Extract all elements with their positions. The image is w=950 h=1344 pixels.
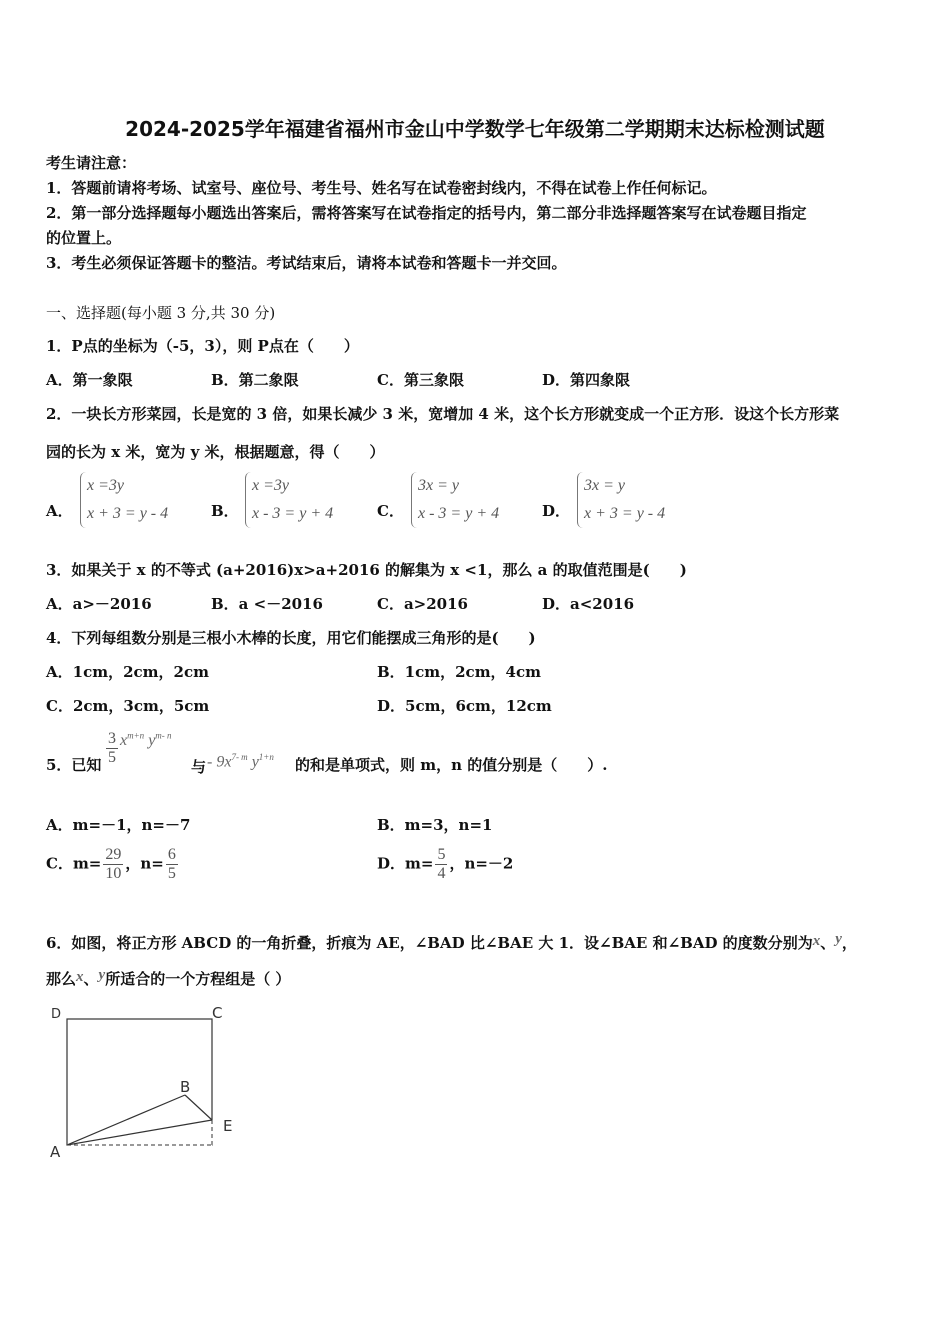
notice-item-3: 3．考生必须保证答题卡的整洁。考试结束后，请将本试卷和答题卡一并交回。	[46, 254, 567, 272]
comma: ，	[841, 934, 857, 952]
var: y	[251, 753, 259, 771]
label-e: E	[223, 1117, 233, 1135]
option-c-prefix: C．m=	[46, 854, 102, 873]
q5-option-c	[46, 846, 180, 883]
q1-option-b: B．第二象限	[211, 371, 299, 389]
q5-option-d	[377, 846, 513, 883]
notice-item-1: 1．答题前请将考场、试室号、座位号、考生号、姓名写在试卷密封线内，不得在试卷上作任何标记。	[46, 179, 717, 197]
label-c: C	[212, 1004, 223, 1022]
denominator: 5	[108, 749, 116, 766]
fraction	[435, 846, 447, 883]
q6-stem-line1	[46, 932, 857, 953]
fraction	[166, 846, 178, 883]
q2-option-c-label: C．	[377, 502, 404, 520]
equation: x + 3 = y - 4	[87, 505, 169, 522]
q2-option-a-label: A．	[46, 502, 73, 520]
q2-option-d-system	[577, 472, 665, 528]
q4-stem: 4．下列每组数分别是三根小木棒的长度，用它们能摆成三角形的是( )	[46, 629, 536, 647]
q5-option-b: B．m=3，n=1	[377, 816, 493, 834]
option-d-prefix: D．m=	[377, 854, 434, 873]
numerator: 5	[437, 846, 446, 863]
numerator: 29	[105, 846, 122, 863]
q5-term2	[207, 752, 274, 771]
segment-be	[185, 1095, 212, 1120]
section-heading: 一、选择题(每小题 3 分,共 30 分)	[46, 304, 276, 322]
numerator: 3	[108, 730, 116, 747]
var: x	[120, 731, 128, 749]
var-x: x	[76, 969, 84, 985]
var-y: y	[98, 967, 106, 983]
equation: x - 3 = y + 4	[418, 505, 500, 522]
q5-prefix: 5．已知	[46, 756, 102, 774]
q3-option-c: C．a>2016	[377, 595, 468, 613]
q3-option-d: D．a<2016	[542, 595, 635, 613]
q2-option-c-system	[411, 472, 499, 528]
label-a: A	[50, 1143, 61, 1161]
var-y: y	[835, 931, 842, 947]
q5-mid: 与	[191, 758, 207, 776]
line2-suffix: 所适合的一个方程组是（ ）	[105, 970, 291, 988]
q3-option-a: A．a>－2016	[46, 595, 152, 613]
equation: 3x = y	[584, 477, 625, 494]
exponent: 1+n	[258, 752, 274, 762]
equation: x + 3 = y - 4	[584, 505, 666, 522]
q4-option-c: C．2cm，3cm，5cm	[46, 697, 210, 715]
notice-heading: 考生请注意：	[46, 154, 137, 172]
q4-option-a: A．1cm，2cm，2cm	[46, 663, 209, 681]
q6-text: 6．如图，将正方形 ABCD 的一角折叠，折痕为 AE，∠BAD 比∠BAE 大 1．设∠BAE 和∠BAD 的度数分别为	[46, 934, 813, 952]
separator: 、	[83, 970, 99, 988]
q1-stem: 1．P点的坐标为（-5，3），则 P点在（ ）	[46, 337, 359, 355]
line2-prefix: 那么	[46, 970, 77, 988]
fraction	[103, 846, 123, 883]
q2-option-a-system	[80, 472, 168, 528]
q6-stem-line2	[46, 968, 290, 989]
option-c-mid: ，n=	[125, 854, 164, 873]
q1-option-c: C．第三象限	[377, 371, 464, 389]
q4-option-b: B．1cm，2cm，4cm	[377, 663, 542, 681]
label-b: B	[180, 1078, 191, 1096]
crease-ae	[67, 1120, 212, 1145]
label-d: D	[51, 1007, 62, 1022]
q3-option-b: B．a <－2016	[211, 595, 323, 613]
q1-option-d: D．第四象限	[542, 371, 631, 389]
equation: x - 3 = y + 4	[252, 505, 334, 522]
var: y	[148, 731, 156, 749]
exponent: 7- m	[231, 752, 248, 762]
denominator: 10	[105, 865, 122, 882]
segment-ab	[67, 1095, 185, 1145]
exponent: m- n	[155, 730, 172, 741]
denominator: 4	[437, 865, 446, 882]
q2-option-d-label: D．	[542, 502, 571, 520]
q1-option-a: A．第一象限	[46, 371, 133, 389]
q5-option-a: A．m=－1，n=－7	[46, 816, 191, 834]
q5-term1	[104, 730, 172, 767]
denominator: 5	[167, 865, 176, 882]
q4-option-d: D．5cm，6cm，12cm	[377, 697, 552, 715]
numerator: 6	[167, 846, 176, 863]
q2-stem-line1: 2．一块长方形菜园，长是宽的 3 倍，如果长减少 3 米，宽增加 4 米，这个长方形就变成一个正方形．设这个长方形菜	[46, 405, 840, 423]
square-fold-figure	[40, 1000, 260, 1170]
term: - 9x	[207, 753, 232, 771]
page-title: 2024-2025学年福建省福州市金山中学数学七年级第二学期期末达标检测试题	[125, 117, 825, 141]
q2-stem-line2: 园的长为 x 米，宽为 y 米，根据题意，得（ ）	[46, 443, 385, 461]
exponent: m+n	[127, 730, 145, 741]
equation: 3x = y	[418, 477, 459, 494]
q5-suffix: 的和是单项式，则 m，n 的值分别是（ ）.	[295, 756, 608, 774]
q2-option-b-system	[245, 472, 333, 528]
q5-fraction	[106, 730, 118, 767]
notice-item-2: 2．第一部分选择题每小题选出答案后，需将答案写在试卷指定的括号内，第二部分非选择题答案写在试卷题目指定	[46, 204, 807, 222]
q2-option-b-label: B．	[211, 502, 239, 520]
notice-item-2-cont: 的位置上。	[46, 229, 122, 247]
var-x: x	[812, 933, 821, 949]
equation: x =3y	[252, 477, 289, 494]
option-d-post: ，n=－2	[449, 854, 514, 873]
q3-stem: 3．如果关于 x 的不等式 (a+2016)x>a+2016 的解集为 x <1，那么 a 的取值范围是( )	[46, 561, 687, 579]
equation: x =3y	[87, 477, 124, 494]
separator: 、	[820, 934, 836, 952]
